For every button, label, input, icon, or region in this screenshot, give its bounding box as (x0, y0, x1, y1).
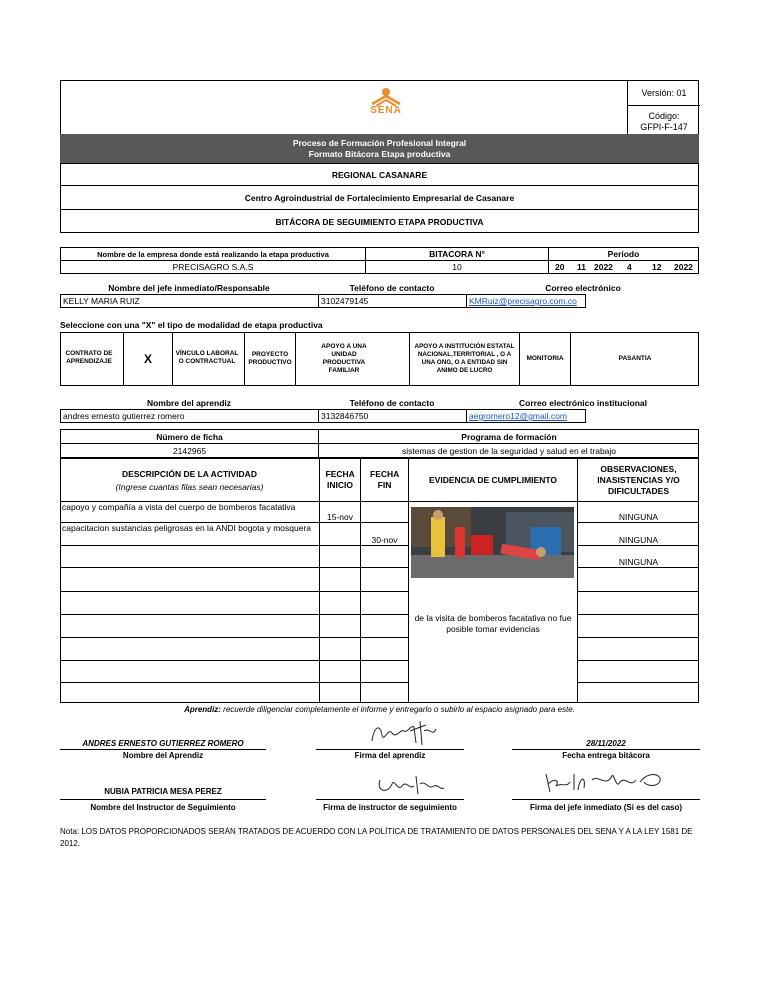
period-end-day: 4 (627, 262, 632, 272)
ficha-label: Número de ficha (156, 432, 223, 442)
row2-desc: capacitacion sustancias peligrosas en la ANDI bogota y mosquera (62, 523, 312, 533)
boss-phone-label: Teléfono de contacto (349, 283, 435, 293)
format-title: Formato Bitácora Etapa productiva (308, 148, 451, 159)
instructor-name: NUBIA PATRICIA MESA PEREZ (104, 787, 222, 796)
end-header: FECHA FIN (370, 469, 400, 490)
row2-obs: NINGUNA (618, 535, 659, 545)
bitacora-number-value: 10 (365, 260, 549, 274)
boss-email-label: Correo electrónico (545, 283, 621, 293)
title-band (60, 134, 699, 163)
boss-sign-label: Firma del jefe inmediato (Si es del caso) (529, 803, 683, 812)
modality-apoyo-unidad: APOYO A UNA UNIDAD PRODUCTIVA FAMILIAR (321, 343, 367, 374)
company-label: Nombre de la empresa donde está realizando la etapa productiva (60, 247, 366, 261)
apprentice-phone-label: Teléfono de contacto (349, 398, 435, 408)
code-label: Código: (648, 111, 680, 121)
regional-title: REGIONAL CASANARE (60, 163, 699, 185)
centro-title: Centro Agroindustrial de Fortalecimiento Empresarial de Casanare (60, 185, 699, 209)
boss-name-value: KELLY MARIA RUIZ (60, 294, 319, 308)
program-value: sistemas de gestion de la seguridad y salud en el trabajo (319, 443, 699, 457)
row1-desc: capoyo y compañía a vista del cuerpo de bomberos facatativa (62, 502, 296, 512)
period-end-month: 12 (652, 262, 662, 272)
period-end-year: 2022 (674, 262, 693, 272)
desc-header-sub: (Ingrese cuantas filas sean necesarias) (115, 481, 264, 492)
period-start-month: 11 (577, 262, 586, 272)
desc-header-title: DESCRIPCIÓN DE LA ACTIVIDAD (122, 468, 257, 479)
company-value: PRECISAGRO S.A.S (60, 260, 366, 274)
evidence-header: EVIDENCIA DE CUMPLIMIENTO (429, 475, 557, 485)
row1-start: 15-nov (327, 512, 353, 522)
delivery-date-label: Fecha entrega bitácora (562, 751, 650, 760)
process-title: Proceso de Formación Profesional Integral (292, 137, 467, 148)
sena-logo (366, 86, 406, 118)
privacy-note: Nota: LOS DATOS PROPORCIONADOS SERÁN TRATADOS DE ACUERDO CON LA POLÍTICA DE TRATAMIENTO DE DATOS PERSONALES DEL SENA Y A LA LEY 1581 DE 2012. (60, 827, 693, 848)
version-text: Versión: 01 (641, 88, 687, 98)
row1-obs: NINGUNA (618, 512, 659, 522)
modality-monitoria: MONITORIA (526, 354, 564, 362)
modality-pasantia: PASANTIA (618, 354, 652, 362)
instructor-sign-label: Firma de instructor de seguimiento (323, 803, 457, 812)
apprentice-email-label: Correo electrónico institucional (519, 398, 647, 408)
period-label: Período (548, 247, 699, 261)
bitacora-number-label: BITACORA N° (365, 247, 549, 261)
period-values (548, 260, 699, 274)
modality-title: Seleccione con una "X" el tipo de modalidad de etapa productiva (60, 320, 323, 330)
period-start-year: 2022 (594, 262, 613, 272)
evidence-photo (411, 507, 574, 578)
apprentice-phone-value: 3132846750 (318, 409, 467, 423)
apprentice-name-sign: ANDRES ERNESTO GUTIERREZ ROMERO (60, 739, 266, 750)
apprentice-email-link[interactable]: aegromero12@gmail.com (469, 411, 567, 421)
boss-email-link[interactable]: KMRuiz@precisagro.com.co (469, 296, 577, 306)
apprentice-sign-label: Firma del aprendiz (354, 751, 426, 760)
start-header: FECHA INICIO (325, 469, 355, 490)
apprentice-name-sign-label: Nombre del Aprendiz (122, 751, 204, 760)
evidence-note: de la visita de bomberos facatativa no fue posible tomar evidencias (414, 613, 572, 634)
apprentice-name-value: andres ernesto gutierrez romero (60, 409, 319, 423)
reminder (60, 705, 699, 714)
desc-header (60, 459, 319, 501)
logo-text: SENA (370, 105, 402, 116)
period-start-day: 20 (555, 262, 565, 272)
instructor-name-label: Nombre del Instructor de Seguimiento (90, 803, 236, 812)
reminder-bold: Aprendiz: (184, 705, 221, 714)
boss-email-value[interactable] (466, 294, 586, 308)
version-box (627, 80, 699, 134)
modality-contrato: CONTRATO DE APRENDIZAJE (65, 350, 113, 365)
boss-signature (540, 768, 670, 798)
ficha-value: 2142965 (60, 443, 319, 457)
code-value: GFPI-F-147 (640, 122, 688, 132)
modality-vinculo: VÍNCULO LABORAL O CONTRACTUAL (175, 350, 239, 365)
modality-mark[interactable]: X (123, 333, 173, 385)
program-label: Programa de formación (461, 432, 557, 442)
apprentice-email-value[interactable] (466, 409, 586, 423)
apprentice-name-label: Nombre del aprendiz (146, 398, 232, 408)
row2-end: 30-nov (371, 535, 398, 545)
obs-header: OBSERVACIONES, INASISTENCIAS Y/O DIFICULTADES (597, 463, 680, 496)
boss-name-label: Nombre del jefe inmediato/Responsable (108, 283, 270, 293)
reminder-text: recuerde diligenciar completamente el informe y entregarlo o subirlo al espacio asignado para este. (220, 705, 575, 714)
delivery-date: 28/11/2022 (512, 739, 700, 750)
row3-obs: NINGUNA (618, 557, 659, 567)
modality-proyecto: PROYECTO PRODUCTIVO (244, 333, 296, 385)
modality-apoyo-institucion: APOYO A INSTITUCIÓN ESTATAL NACIONAL,TERRITORIAL , O A UNA ONG, O A ENTIDAD SIN ANIMO DE LUCRO (409, 333, 520, 385)
boss-phone-value: 3102479145 (318, 294, 467, 308)
apprentice-signature (360, 717, 450, 749)
bitacora-title: BITÁCORA DE SEGUIMIENTO ETAPA PRODUCTIVA (60, 209, 699, 233)
instructor-signature (370, 772, 450, 798)
